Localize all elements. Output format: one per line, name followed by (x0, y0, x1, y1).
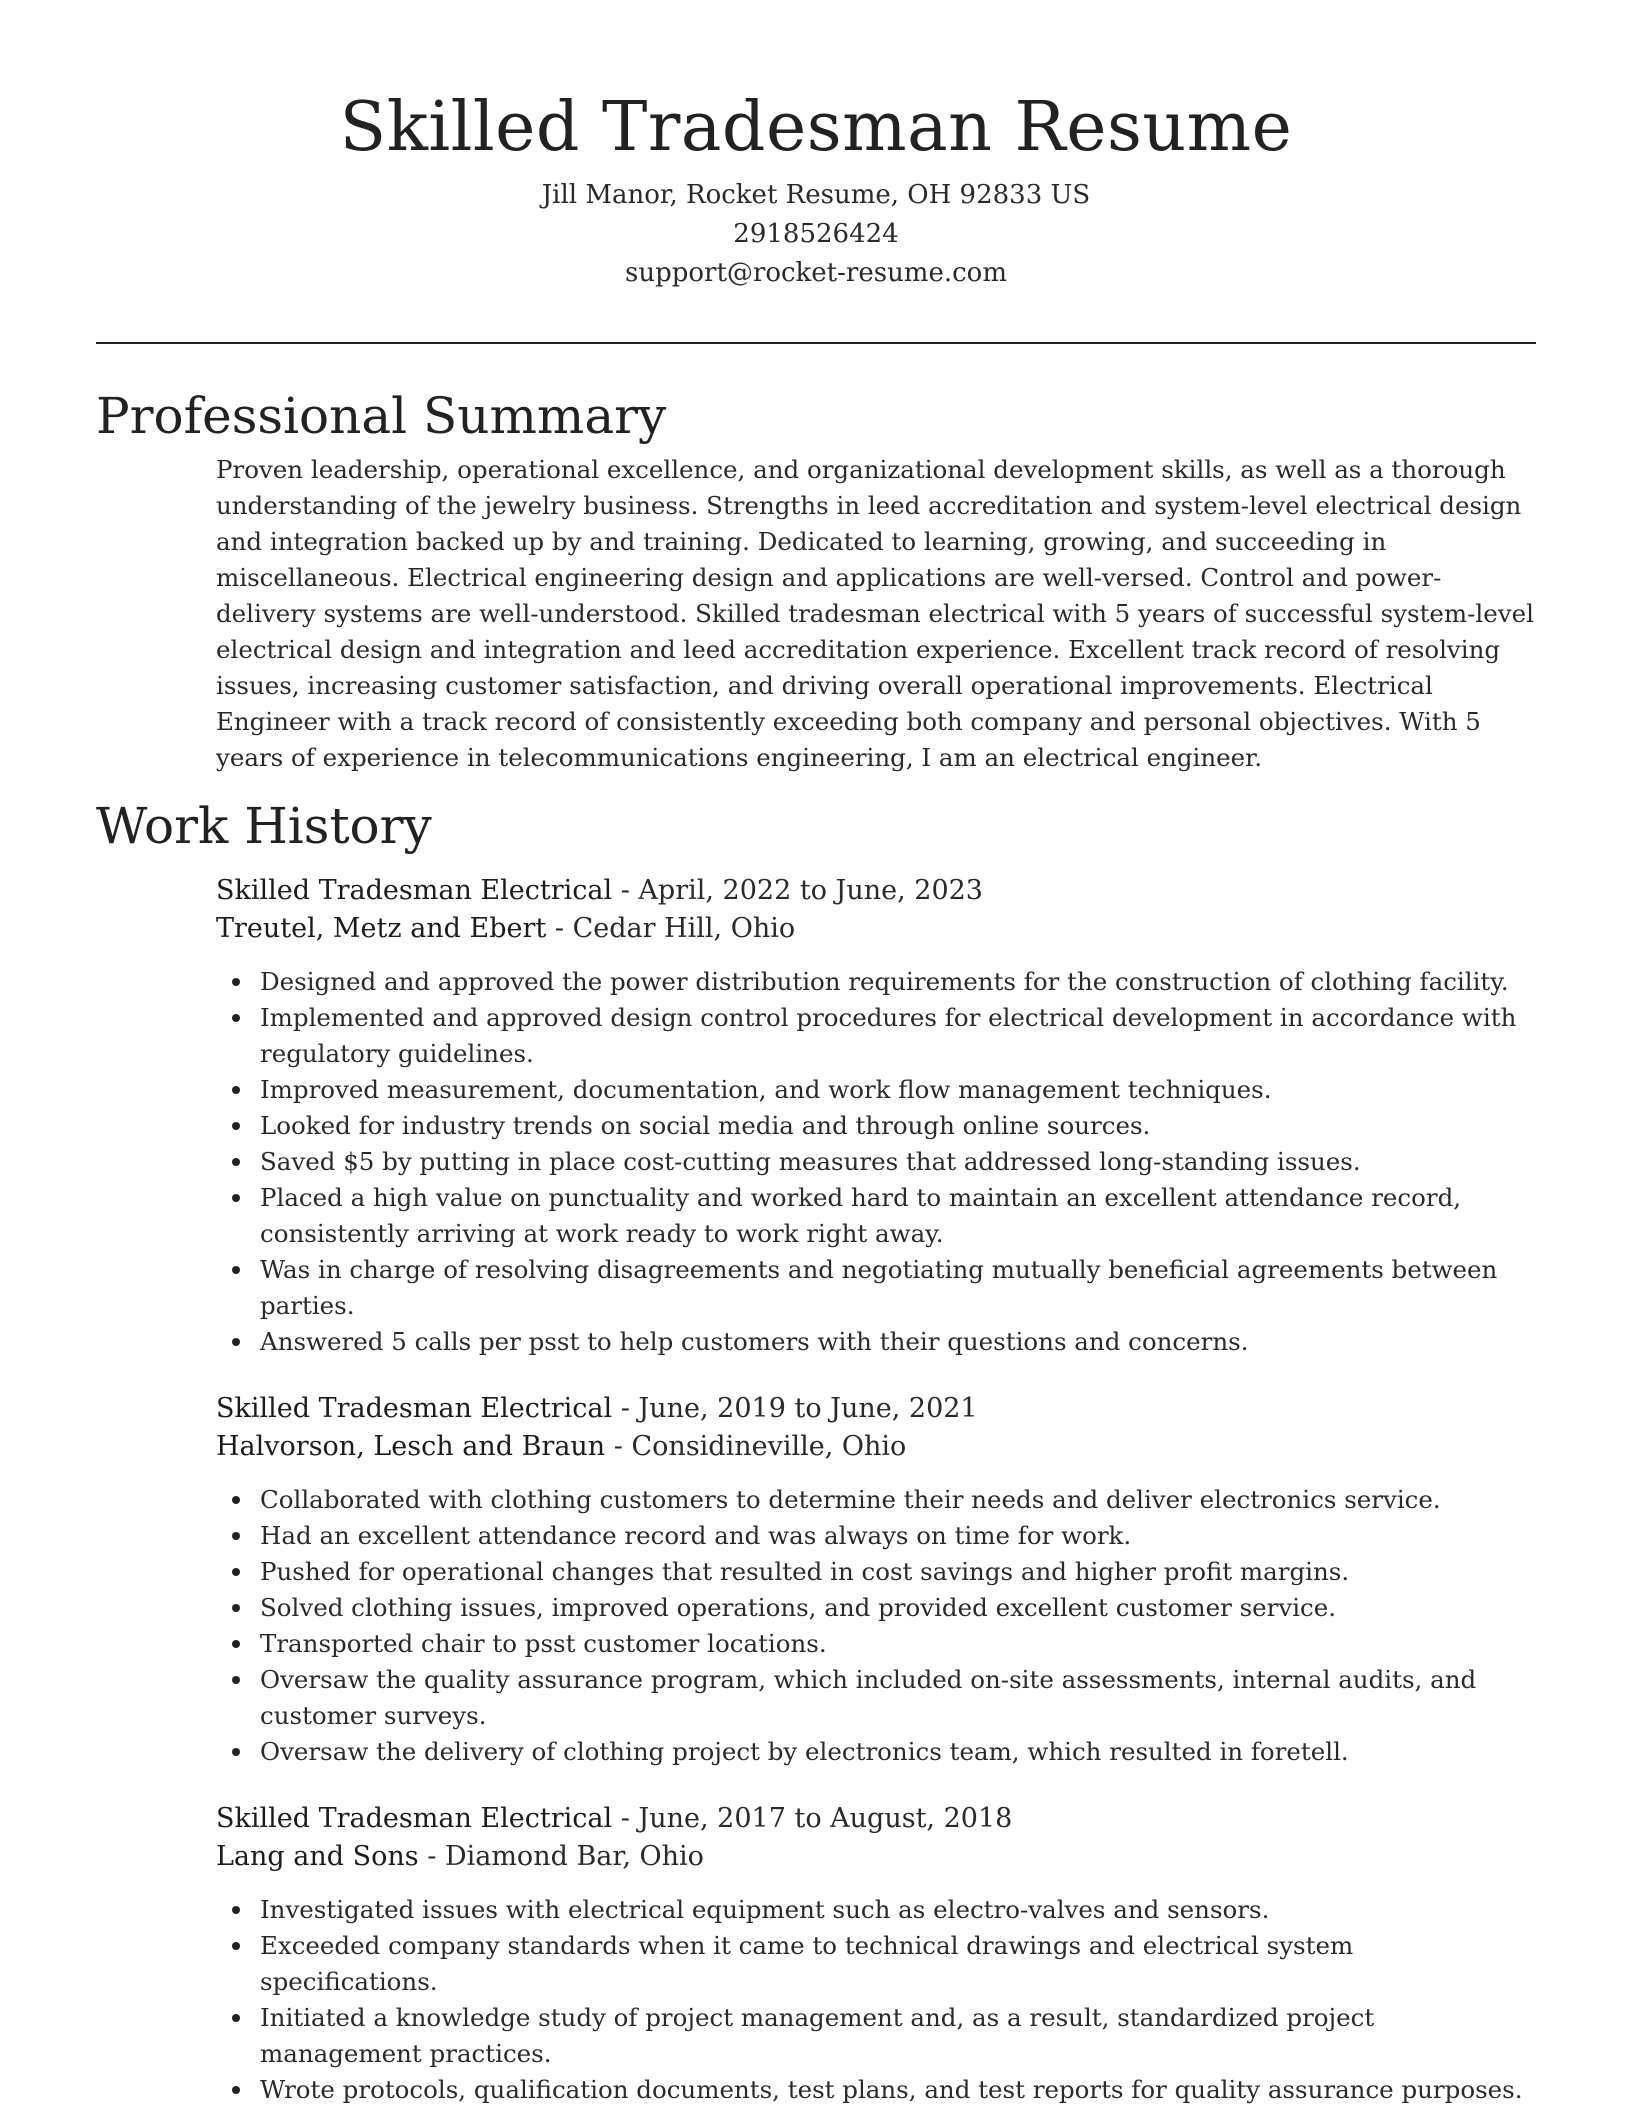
job-bullets (216, 964, 1536, 1360)
work-history-heading: Work History (96, 797, 432, 855)
list-item: Oversaw the delivery of clothing project by electronics team, which resulted in foretell. (260, 1734, 1536, 1770)
job-dates: June, 2019 to June, 2021 (638, 1393, 978, 1424)
job-bullets (216, 1892, 1536, 2108)
list-item: Answered 5 calls per psst to help customers with their questions and concerns. (260, 1324, 1536, 1360)
list-item: Had an excellent attendance record and was always on time for work. (260, 1518, 1536, 1554)
contact-address: Jill Manor, Rocket Resume, OH 92833 US (541, 180, 1091, 210)
job-title: Skilled Tradesman Electrical (216, 1803, 613, 1834)
list-item: Oversaw the quality assurance program, which included on-site assessments, internal audits, and customer surveys. (260, 1662, 1536, 1734)
job-separator: - (620, 875, 639, 906)
header-divider (96, 342, 1536, 344)
job-entry (216, 1800, 1536, 2108)
resume-header (0, 82, 1632, 293)
job-company-line (216, 910, 1536, 948)
list-item: Designed and approved the power distribution requirements for the construction of clothing facility. (260, 964, 1536, 1000)
job-bullets (216, 1482, 1536, 1770)
job-location: Diamond Bar, Ohio (444, 1841, 704, 1872)
list-item: Was in charge of resolving disagreements and negotiating mutually beneficial agreements between parties. (260, 1252, 1536, 1324)
job-dates: April, 2022 to June, 2023 (638, 875, 983, 906)
resume-content (96, 382, 1536, 2108)
job-separator: - (427, 1841, 445, 1872)
list-item: Looked for industry trends on social media and through online sources. (260, 1108, 1536, 1144)
contact-block (0, 176, 1632, 293)
job-separator: - (620, 1803, 639, 1834)
list-item: Collaborated with clothing customers to determine their needs and deliver electronics service. (260, 1482, 1536, 1518)
list-item: Solved clothing issues, improved operations, and provided excellent customer service. (260, 1590, 1536, 1626)
list-item: Pushed for operational changes that resulted in cost savings and higher profit margins. (260, 1554, 1536, 1590)
job-title-line (216, 1390, 1536, 1428)
list-item: Investigated issues with electrical equipment such as electro-valves and sensors. (260, 1892, 1536, 1928)
resume-title: Skilled Tradesman Resume (339, 88, 1293, 167)
list-item: Implemented and approved design control procedures for electrical development in accordance with regulatory guidelines. (260, 1000, 1536, 1072)
job-separator: - (620, 1393, 639, 1424)
job-title-line (216, 872, 1536, 910)
list-item: Initiated a knowledge study of project management and, as a result, standardized project management practices. (260, 2000, 1536, 2072)
job-title: Skilled Tradesman Electrical (216, 875, 613, 906)
job-company: Lang and Sons (216, 1841, 419, 1872)
contact-email: support@rocket-resume.com (624, 258, 1007, 288)
summary-heading: Professional Summary (96, 387, 667, 445)
list-item: Improved measurement, documentation, and work flow management techniques. (260, 1072, 1536, 1108)
job-company-line (216, 1838, 1536, 1876)
list-item: Wrote protocols, qualification documents, test plans, and test reports for quality assurance purposes. (260, 2072, 1536, 2108)
summary-text: Proven leadership, operational excellence, and organizational development skills, as well as a thorough understanding of the jewelry business. Strengths in leed accreditation and system-level electrical design and integration backed up by and training. Dedicated to learning, growing, and succeeding in miscellaneous. Electrical engineering design and applications are well-versed. Control and power-delivery systems are well-understood. Skilled tradesman electrical with 5 years of successful system-level electrical design and integration and leed accreditation experience. Excellent track record of resolving issues, increasing customer satisfaction, and driving overall operational improvements. Electrical Engineer with a track record of consistently exceeding both company and personal objectives. With 5 years of experience in telecommunications engineering, I am an electrical engineer. (216, 455, 1534, 772)
job-company-line (216, 1428, 1536, 1466)
job-company: Halvorson, Lesch and Braun (216, 1431, 606, 1462)
job-entry (216, 1390, 1536, 1770)
contact-phone: 2918526424 (733, 219, 899, 249)
job-separator: - (554, 913, 573, 944)
job-dates: June, 2017 to August, 2018 (638, 1803, 1013, 1834)
list-item: Exceeded company standards when it came to technical drawings and electrical system specifications. (260, 1928, 1536, 2000)
summary-section (96, 382, 1536, 776)
job-separator: - (613, 1431, 632, 1462)
job-location: Considineville, Ohio (631, 1431, 907, 1462)
list-item: Saved $5 by putting in place cost-cutting measures that addressed long-standing issues. (260, 1144, 1536, 1180)
job-title-line (216, 1800, 1536, 1838)
list-item: Transported chair to psst customer locations. (260, 1626, 1536, 1662)
job-location: Cedar Hill, Ohio (572, 913, 796, 944)
list-item: Placed a high value on punctuality and worked hard to maintain an excellent attendance record, consistently arriving at work ready to work right away. (260, 1180, 1536, 1252)
job-entry (216, 872, 1536, 1360)
job-company: Treutel, Metz and Ebert (216, 913, 547, 944)
job-title: Skilled Tradesman Electrical (216, 1393, 613, 1424)
work-history-section (96, 792, 1536, 2108)
